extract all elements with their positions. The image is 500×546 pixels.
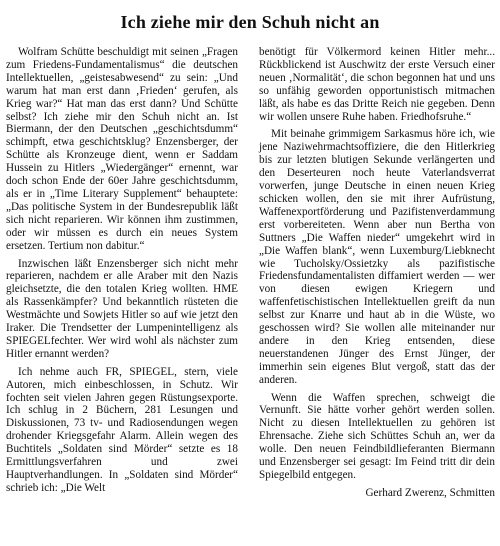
left-column [6, 46, 238, 500]
paragraph: Ich nehme auch FR, SPIEGEL, stern, viele Autoren, mich einbeschlossen, in Schutz. Wir fochten seit vielen Jahren gegen Rüstungsexporte. Ich schlug in 2 Büchern, 281 Lesungen und Diskussionen, 73 tv- und Radiosendungen wegen drohender Kriegsgefahr Alarm. Allein wegen des Buchtitels „Soldaten sind Mörder“ setzte es 18 Ermittlungsverfahren und zwei Hauptverhandlungen. In „Soldaten sind Mörder“ schrieb ich: „Die Welt [6, 365, 238, 494]
paragraph: Inzwischen läßt Enzensberger sich nicht mehr reparieren, nachdem er alle Araber mit den Nazis gleichsetzte, die den totalen Krieg wollten. HME als Rassenkämpfer? Und bekanntlich rüsteten die Westmächte und Sowjets Hitler so auf wie jetzt den Iraker. Die Trendsetter der Lumpenintelligenz als SPIEGELfechter. Wer wird wohl als nächster zum Hitler ernannt werden? [6, 257, 238, 360]
right-column [259, 46, 495, 500]
headline: Ich ziehe mir den Schuh nicht an [120, 12, 380, 32]
paragraph: Mit beinahe grimmigem Sarkasmus höre ich, wie jene Naziwehrmachtsoffiziere, die den Hitlerkrieg bis zur letzten blutigen Sekunde verlängerten und den Deserteuren noch heute Vaterlandsverrat vorwerfen, junge Deutsche in einen neuen Krieg schicken wollen, den sie mit ihrer Aufrüstung, Waffenexportförderung und Pazifistenverdammung erst vorbereiteten. Wenn aber nun Bertha von Suttners „Die Waffen nieder“ umgekehrt wird in „Die Waffen blank“, wenn Luxemburg/Liebknecht wie Tucholsky/Ossietzky als pazifistische Friedensfundamentalisten diffamiert werden — wer von diesen ewigen Kriegern und waffenfetischistischen Intellektuellen greift da nun selbst zur Knarre und haut ab in die Wüste, wo geschossen wird? Sie wollen alle miteinander nur andere in den Krieg entsenden, diese neuerstandenen Jünger des Ernst Jünger, der immerhin sein eigenes Blut vergoß, statt das der anderen. [259, 128, 495, 386]
author-signature: Gerhard Zwerenz, Schmitten [365, 486, 495, 499]
paragraph: Wenn die Waffen sprechen, schweigt die Vernunft. Sie hätte vorher gehört werden sollen. Nicht zu diesen Intellektuellen zu gehören ist Ehrensache. Ziehe sich Schüttes Schuh an, wer da wolle. Den neuen Feindbildlieferanten Biermann und Enzensberger sei gesagt: Im Feind tritt dir dein Spiegelbild entgegen. [259, 391, 495, 481]
paragraph: benötigt für Völkermord keinen Hitler mehr... Rückblickend ist Auschwitz der erste Versuch einer neuen ‚Normalität‘, die schon begonnen hat und uns so unfähig geworden opportunistisch mitmachen läßt, als habe es das Dritte Reich nie gegeben. Denn wir wollen unsere Ruhe haben. Friedhofsruhe.“ [259, 46, 495, 123]
paragraph: Wolfram Schütte beschuldigt mit seinen „Fragen zum Friedens-Fundamentalismus“ die deutschen Intellektuellen, „geistesabwesend“ zu sein: „Und warum hat man erst dann ‚Frieden‘ gerufen, als Krieg war?“ Hat man das erst dann? Und Schütte selbst? Ich ziehe mir den Schuh nicht an. Ist Biermann, der den Deutschen „geschichtsdumm“ schimpft, etwa geschichtsklug? Enzensberger, der Schütte als Kronzeuge dient, wenn er Saddam Hussein zu Hitlers „Wiedergänger“ ernennt, war doch schon Ende der 60er Jahre geschichtsdumm, als er in „Time Literary Supplement“ behauptete: „Das politische System in der Bundesrepublik läßt sich nicht reparieren. Wir können ihm zustimmen, oder wir müssen es durch ein neues System ersetzen. Tertium non dabitur.“ [6, 46, 238, 252]
